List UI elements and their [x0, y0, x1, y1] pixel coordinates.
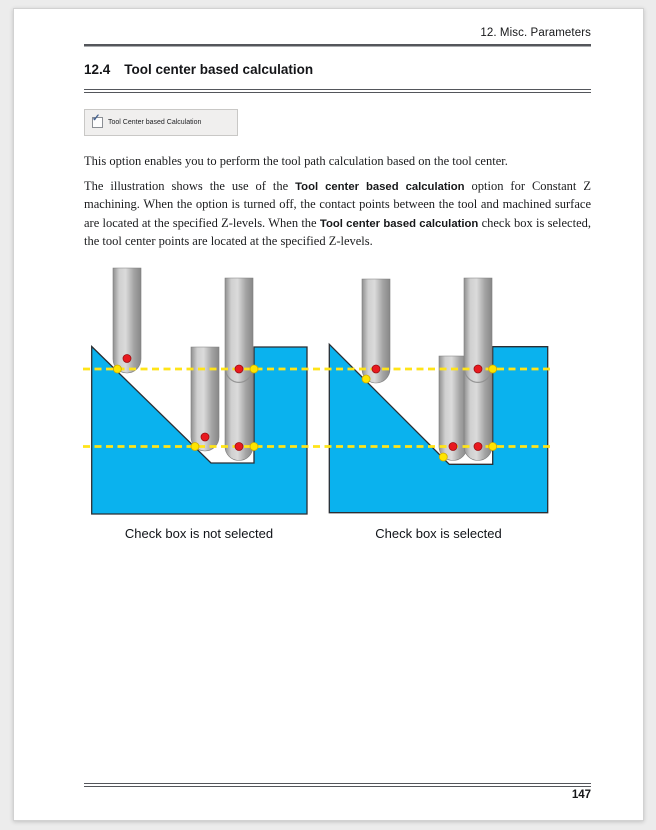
tool-center-dot	[372, 365, 380, 373]
paragraph-1-text: This option enables you to perform the tool path calculation based on the tool center.	[84, 154, 508, 168]
tool-center-dot	[449, 443, 457, 451]
heading-rule	[84, 89, 591, 93]
paragraph-2-text-b: option for Constant Z machining. When the option is turned off, the contact points between the tool and machined surface are located at the specified Z-levels. When the	[84, 179, 591, 230]
checkmark-icon: ✓	[92, 113, 101, 124]
figure-caption-not-selected: Check box is not selected	[124, 526, 274, 541]
contact-point-dot	[489, 443, 497, 451]
paragraph-2-text-a: The illustration shows the use of the	[84, 179, 296, 193]
contact-point-dot	[489, 365, 497, 373]
tool-center-dot	[474, 365, 482, 373]
contact-point-dot	[250, 365, 258, 373]
tool-center-checkbox[interactable]	[92, 113, 103, 128]
contact-point-dot	[113, 365, 121, 373]
figure-caption-selected: Check box is selected	[375, 526, 502, 541]
section-title: Tool center based calculation	[124, 62, 314, 77]
page-number: 147	[571, 789, 591, 801]
constant-z-illustration	[79, 259, 565, 521]
header-rule	[84, 44, 591, 47]
tool-center-dot	[201, 433, 209, 441]
contact-point-dot	[362, 375, 370, 383]
paragraph-2-text-c: check box is selected, the tool center points are located at the specified Z-levels.	[84, 215, 591, 248]
contact-point-dot	[439, 453, 447, 461]
contact-point-dot	[191, 443, 199, 451]
option-panel	[84, 109, 238, 136]
tool-center-dot	[123, 355, 131, 363]
paragraph-2	[84, 177, 591, 250]
section-number: 12.4	[84, 62, 111, 77]
document-page	[13, 8, 644, 821]
tool-center-dot	[474, 443, 482, 451]
section-heading	[84, 62, 591, 77]
tool-center-dot	[235, 443, 243, 451]
contact-point-dot	[250, 443, 258, 451]
checkbox-label: Tool Center based Calculation	[108, 119, 202, 126]
footer-rule	[84, 783, 591, 787]
bold-option-name: Tool center based calculation	[319, 217, 479, 230]
running-header: 12. Misc. Parameters	[480, 27, 591, 39]
bold-option-name: Tool center based calculation	[295, 181, 465, 193]
tool-center-dot	[235, 365, 243, 373]
paragraph-1	[84, 152, 591, 170]
